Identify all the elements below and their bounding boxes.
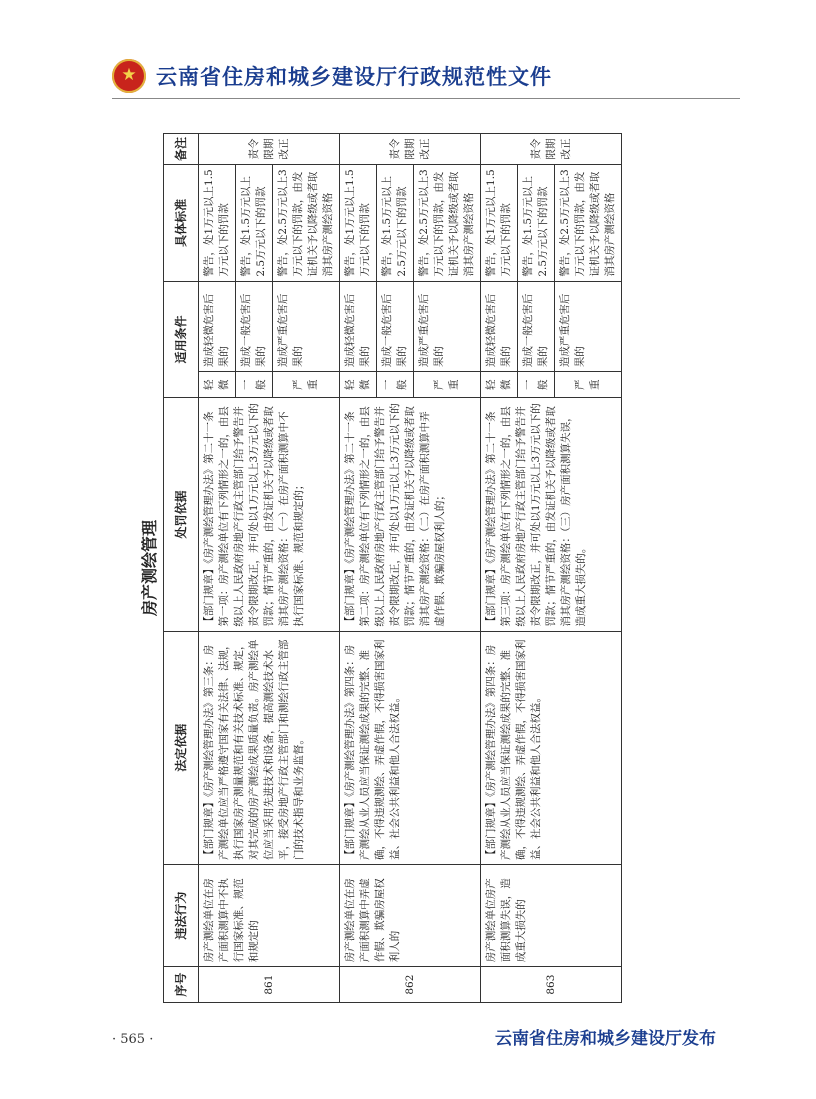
header-conditions: 适用条件 <box>164 281 199 398</box>
penalty-basis: 【部门规章】《房产测绘管理办法》第二十一条第一项：房产测绘单位有下列情形之一的，由县级以上人民政府房地产行政主管部门给予警告并责令限期改正，并可处以1万元以上3万元以下的罚款；情节严重的，由发证机关予以降级或者取消其房产测绘资格：（一）在房产面积测算中不执行国家标准、规范和规定的； <box>199 398 340 631</box>
violation-behavior: 房产测绘单位在房产面积测算中不执行国家标准、规范和规定的 <box>199 864 340 966</box>
severity-level: 轻微 <box>199 372 236 398</box>
applicable-condition: 造成一般危害后果的 <box>236 281 273 371</box>
footer-publisher: 云南省住房和城乡建设厅发布 <box>495 1029 716 1049</box>
page-header <box>112 56 552 96</box>
penalty-standard: 警告，处1.5万元以上2.5万元以下的罚款 <box>518 164 555 281</box>
penalty-standard: 警告，处1万元以上1.5万元以下的罚款 <box>340 164 377 281</box>
severity-level: 轻微 <box>340 372 377 398</box>
penalty-standard: 警告，处2.5万元以上3万元以下的罚款，由发证机关予以降级或者取消其房产测绘资格 <box>414 164 481 281</box>
legal-basis: 【部门规章】《房产测绘管理办法》第三条：房产测绘单位应当严格遵守国家有关法律、法规，执行国家房产测量规范和有关技术标准、规定，对其完成的房产测绘成果质量负责。房产测绘单位应当采用先进技术和设备，提高测绘技术水平，接受房地产行政主管部门和测绘行政主管部门的技术指导和业务监督。 <box>199 631 340 864</box>
row-number: 863 <box>481 967 622 1003</box>
header-penalty: 处罚依据 <box>164 398 199 631</box>
row-number: 861 <box>199 967 340 1003</box>
severity-level: 严重 <box>555 372 622 398</box>
page-number: · 565 · <box>112 1032 154 1047</box>
violation-behavior: 房产测绘单位在房产面积测算中弄虚作假、欺骗房屋权利人的 <box>340 864 481 966</box>
applicable-condition: 造成一般危害后果的 <box>377 281 414 371</box>
table-body <box>199 134 622 1003</box>
severity-level: 严重 <box>414 372 481 398</box>
violation-behavior: 房产测绘单位房产面积测算失误，造成重大损失的 <box>481 864 622 966</box>
header-behavior: 违法行为 <box>164 864 199 966</box>
penalty-standard: 警告，处1万元以上1.5万元以下的罚款 <box>199 164 236 281</box>
row-number: 862 <box>340 967 481 1003</box>
severity-level: 一般 <box>236 372 273 398</box>
national-emblem-icon <box>112 59 146 93</box>
penalty-standard: 警告，处2.5万元以上3万元以下的罚款，由发证机关予以降级或者取消其房产测绘资格 <box>555 164 622 281</box>
penalty-standard: 警告，处1.5万元以上2.5万元以下的罚款 <box>236 164 273 281</box>
rotated-table-area <box>137 133 697 1003</box>
table-row <box>481 134 518 1003</box>
severity-level: 一般 <box>377 372 414 398</box>
applicable-condition: 造成严重危害后果的 <box>273 281 340 371</box>
row-note: 责令限期改正 <box>481 134 622 165</box>
header-no: 序号 <box>164 967 199 1003</box>
severity-level: 轻微 <box>481 372 518 398</box>
applicable-condition: 造成轻微危害后果的 <box>340 281 377 371</box>
applicable-condition: 造成严重危害后果的 <box>555 281 622 371</box>
applicable-condition: 造成一般危害后果的 <box>518 281 555 371</box>
header-legal: 法定依据 <box>164 631 199 864</box>
section-title: 房产测绘管理 <box>140 520 159 617</box>
applicable-condition: 造成轻微危害后果的 <box>199 281 236 371</box>
header-divider <box>112 98 740 99</box>
penalty-basis: 【部门规章】《房产测绘管理办法》第二十一条第三项：房产测绘单位有下列情形之一的，由县级以上人民政府房地产行政主管部门给予警告并责令限期改正，并可处以1万元以上3万元以下的罚款；情节严重的，由发证机关予以降级或者取消其房产测绘资格：（三）房产面积测算失误，造成重大损失的。 <box>481 398 622 631</box>
severity-level: 严重 <box>273 372 340 398</box>
row-note: 责令限期改正 <box>340 134 481 165</box>
table-row <box>340 134 377 1003</box>
header-standard: 具体标准 <box>164 164 199 281</box>
row-note: 责令限期改正 <box>199 134 340 165</box>
penalty-table <box>163 133 622 1003</box>
table-header-row <box>164 134 199 1003</box>
penalty-standard: 警告，处1.5万元以上2.5万元以下的罚款 <box>377 164 414 281</box>
header-note: 备注 <box>164 134 199 165</box>
header-title: 云南省住房和城乡建设厅行政规范性文件 <box>156 65 552 89</box>
severity-level: 一般 <box>518 372 555 398</box>
table-row <box>199 134 236 1003</box>
penalty-basis: 【部门规章】《房产测绘管理办法》第二十一条第二项：房产测绘单位有下列情形之一的，由县级以上人民政府房地产行政主管部门给予警告并责令限期改正，并可处以1万元以上3万元以下的罚款；情节严重的，由发证机关予以降级或者取消其房产测绘资格：（二）在房产面积测算中弄虚作假、欺骗房屋权利人的； <box>340 398 481 631</box>
applicable-condition: 造成严重危害后果的 <box>414 281 481 371</box>
penalty-standard: 警告，处2.5万元以上3万元以下的罚款，由发证机关予以降级或者取消其房产测绘资格 <box>273 164 340 281</box>
applicable-condition: 造成轻微危害后果的 <box>481 281 518 371</box>
penalty-standard: 警告，处1万元以上1.5万元以下的罚款 <box>481 164 518 281</box>
legal-basis: 【部门规章】《房产测绘管理办法》第四条：房产测绘从业人员应当保证测绘成果的完整、准确，不得违规测绘、弄虚作假，不得损害国家利益、社会公共利益和他人合法权益。 <box>481 631 622 864</box>
legal-basis: 【部门规章】《房产测绘管理办法》第四条：房产测绘从业人员应当保证测绘成果的完整、准确，不得违规测绘、弄虚作假，不得损害国家利益、社会公共利益和他人合法权益。 <box>340 631 481 864</box>
